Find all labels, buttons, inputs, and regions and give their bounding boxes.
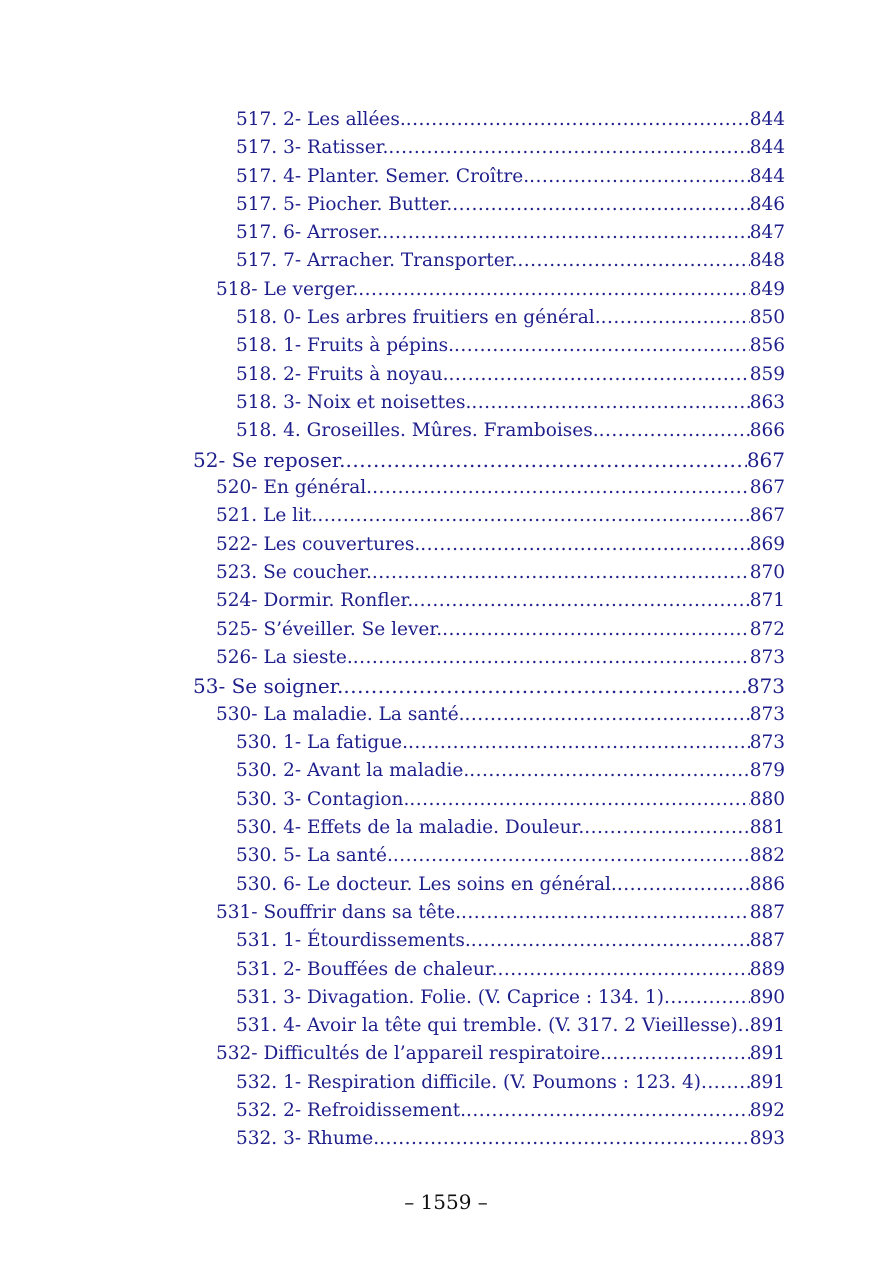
toc-dot-leader [701,1069,750,1097]
toc-entry-line [236,1069,785,1097]
toc-entry-label: 530. 6- Le docteur. Les soins en général. [236,873,617,895]
toc-entry-label: 518- Le verger. [216,278,359,300]
toc-entry-page-number: 870 [749,562,785,584]
toc-entry-label: 517. 7- Arracher. Transporter. [236,250,518,272]
toc-dot-leader [372,559,750,587]
toc-entry-line [216,899,785,927]
toc-entry-line [236,134,785,162]
toc-entry-page-number: 882 [749,845,785,867]
toc-entry-line [216,1040,785,1068]
toc-dot-leader [471,389,749,417]
toc-entry-line [236,956,785,984]
toc-entry [0,956,892,984]
toc-entry-label: 532- Difficultés de l’appareil respiratoire. [216,1043,606,1065]
toc-entry-label: 530- La maladie. La santé. [216,703,465,725]
toc-entry-line [236,1012,785,1040]
toc-entry [0,531,892,559]
toc-entry [0,1040,892,1068]
toc-entry-label: 532. 3- Rhume. [236,1128,380,1150]
toc-entry-page-number: 873 [746,674,785,699]
toc-entry [0,559,892,587]
toc-entry-line [216,276,785,304]
toc-entry-line [236,1125,785,1153]
toc-entry-label: 518. 4. Groseilles. Mûres. Framboises. [236,420,599,442]
toc-dot-leader [584,814,749,842]
toc-entry-line [236,191,785,219]
toc-entry-label: 52- Se reposer. [193,447,346,472]
toc-entry-label: 532. 2- Refroidissement. [236,1099,467,1121]
toc-dot-leader [599,417,750,445]
toc-entry [0,587,892,615]
toc-entry [0,276,892,304]
toc-entry-page-number: 873 [749,732,785,754]
toc-dot-leader [382,219,749,247]
toc-entry-label: 531. 3- Divagation. Folie. (V. Caprice : 134. 1) [236,986,665,1008]
toc-entry-page-number: 867 [746,447,785,472]
toc-entry-label: 530. 2- Avant la maladie. [236,760,470,782]
toc-entry-page-number: 844 [749,109,785,130]
toc-entry-page-number: 844 [749,165,785,187]
toc-entry [0,417,892,445]
toc-entry-line [216,644,785,672]
toc-entry-line [236,814,785,842]
toc-entry-line [236,219,785,247]
toc-dot-leader [358,276,749,304]
toc-dot-leader [469,757,749,785]
toc-entry-page-number: 890 [749,986,785,1008]
toc-dot-leader [454,332,750,360]
toc-dot-leader [606,1040,750,1068]
toc-dot-leader [466,1097,750,1125]
toc-entry [0,502,892,530]
toc-entry [0,757,892,785]
toc-entry-line [236,757,785,785]
toc-entry-page-number: 871 [749,590,785,612]
toc-entry-page-number: 867 [749,505,785,527]
toc-entry-page-number: 863 [749,391,785,413]
toc-entry [0,927,892,955]
toc-entry-label: 530. 1- La fatigue. [236,732,408,754]
toc-entry [0,247,892,275]
toc-entry-page-number: 847 [749,222,785,244]
toc-dot-leader [471,927,750,955]
toc-entry-label: 531. 1- Étourdissements. [236,930,471,952]
toc-entry [0,446,892,475]
toc-entry-line [216,587,785,615]
toc-entry [0,1097,892,1125]
toc-entry-line [236,417,785,445]
toc-entry-label: 524- Dormir. Ronfler. [216,590,414,612]
toc-entry-line [193,446,785,474]
toc-entry [0,672,892,701]
toc-entry-page-number: 844 [749,137,785,159]
toc-entry-label: 530. 3- Contagion. [236,788,410,810]
toc-entry-label: 517. 4- Planter. Semer. Croître. [236,165,530,187]
toc-entry-page-number: 891 [749,1015,785,1037]
toc-entry-line [236,984,785,1012]
toc-entry-line [236,871,785,899]
toc-dot-leader [393,842,750,870]
toc-entry-page-number: 850 [749,307,785,329]
toc-entry-page-number: 867 [749,477,785,499]
toc-dot-leader [517,247,749,275]
toc-entry-label: 53- Se soigner. [193,674,344,699]
toc-dot-leader [346,446,747,474]
toc-entry-page-number: 859 [749,363,785,385]
toc-entry-label: 518. 0- Les arbres fruitiers en général. [236,307,601,329]
toc-entry-label: 532. 1- Respiration difficile. (V. Poumons : 123. 4) [236,1071,701,1093]
toc-dot-leader [343,672,746,700]
toc-entry [0,361,892,389]
toc-entry-line [193,672,785,700]
toc-entry-page-number: 891 [749,1043,785,1065]
toc-dot-leader [409,786,749,814]
toc-dot-leader [420,531,749,559]
toc-entry [0,814,892,842]
toc-entry-line [236,332,785,360]
toc-entry-label: 520- En général. [216,477,373,499]
toc-entry-page-number: 893 [749,1128,785,1150]
toc-entry-line [236,106,785,134]
toc-entry-label: 530. 5- La santé. [236,845,393,867]
toc-entry [0,786,892,814]
toc-entry-line [236,361,785,389]
toc-entry-page-number: 880 [749,788,785,810]
toc-entry-page-number: 879 [749,760,785,782]
toc-entry-line [216,474,785,502]
toc-entry-line [236,247,785,275]
toc-entry-line [216,616,785,644]
toc-entry-line [236,163,785,191]
toc-dot-leader [461,899,750,927]
toc-entry-page-number: 873 [749,703,785,725]
toc-entry-page-number: 881 [749,817,785,839]
toc-entry-page-number: 887 [749,901,785,923]
toc-entry [0,389,892,417]
toc-entry [0,984,892,1012]
table-of-contents [0,106,892,1154]
toc-dot-leader [465,701,750,729]
toc-dot-leader [413,587,749,615]
toc-entry-page-number: 856 [749,335,785,357]
toc-entry-label: 517. 6- Arroser. [236,222,383,244]
toc-entry-line [216,502,785,530]
toc-entry [0,219,892,247]
toc-entry-label: 521. Le lit. [216,505,318,527]
toc-entry-label: 517. 5- Piocher. Butter. [236,193,453,215]
toc-dot-leader [353,644,750,672]
toc-entry-label: 517. 2- Les allées. [236,109,406,130]
toc-entry-line [236,304,785,332]
toc-entry [0,304,892,332]
toc-dot-leader [406,106,750,134]
toc-entry-page-number: 848 [749,250,785,272]
toc-entry-line [216,701,785,729]
toc-entry-line [236,389,785,417]
toc-entry-label: 522- Les couvertures. [216,533,421,555]
toc-entry-page-number: 872 [749,618,785,640]
toc-entry [0,701,892,729]
toc-entry-line [236,842,785,870]
toc-entry-label: 531- Souffrir dans sa tête. [216,901,462,923]
toc-entry-label: 518. 3- Noix et noisettes. [236,391,472,413]
toc-entry-page-number: 892 [749,1099,785,1121]
toc-entry-line [236,729,785,757]
toc-entry-page-number: 866 [749,420,785,442]
toc-dot-leader [529,163,750,191]
toc-entry-line [216,531,785,559]
toc-dot-leader [617,871,750,899]
toc-entry-label: 517. 3- Ratisser. [236,137,389,159]
toc-entry-page-number: 869 [749,533,785,555]
toc-entry [0,1125,892,1153]
toc-dot-leader [664,984,750,1012]
toc-entry-page-number: 891 [749,1071,785,1093]
toc-entry-label: 525- S’éveiller. Se lever. [216,618,443,640]
toc-dot-leader [379,1125,750,1153]
toc-entry-label: 530. 4- Effets de la maladie. Douleur. [236,817,585,839]
toc-entry [0,729,892,757]
toc-entry [0,474,892,502]
toc-entry-label: 518. 1- Fruits à pépins. [236,335,455,357]
toc-dot-leader [317,502,749,530]
toc-dot-leader [738,1012,750,1040]
toc-entry [0,1012,892,1040]
toc-entry [0,163,892,191]
toc-entry [0,842,892,870]
toc-entry [0,871,892,899]
toc-entry-line [236,1097,785,1125]
toc-entry-label: 523. Se coucher. [216,562,372,584]
toc-entry-page-number: 889 [749,958,785,980]
toc-dot-leader [372,474,750,502]
toc-dot-leader [449,361,750,389]
toc-entry-label: 531. 4- Avoir la tête qui tremble. (V. 317. 2 Vieillesse) [236,1015,738,1037]
toc-entry-line [236,927,785,955]
toc-entry [0,191,892,219]
toc-entry [0,332,892,360]
toc-entry [0,106,892,134]
toc-entry [0,899,892,927]
toc-entry-label: 518. 2- Fruits à noyau. [236,363,449,385]
toc-entry [0,1069,892,1097]
toc-dot-leader [601,304,750,332]
toc-entry-page-number: 846 [749,193,785,215]
page-number: – 1559 – [404,1190,488,1214]
toc-entry-label: 526- La sieste. [216,646,353,668]
toc-entry-page-number: 873 [749,646,785,668]
toc-dot-leader [452,191,749,219]
toc-entry [0,644,892,672]
toc-entry [0,616,892,644]
toc-dot-leader [497,956,749,984]
toc-entry-page-number: 849 [749,278,785,300]
toc-dot-leader [408,729,750,757]
toc-entry-page-number: 886 [749,873,785,895]
toc-entry-page-number: 887 [749,930,785,952]
toc-entry-line [216,559,785,587]
toc-dot-leader [442,616,750,644]
toc-entry [0,134,892,162]
toc-dot-leader [388,134,749,162]
toc-entry-label: 531. 2- Bouffées de chaleur. [236,958,498,980]
toc-entry-line [236,786,785,814]
